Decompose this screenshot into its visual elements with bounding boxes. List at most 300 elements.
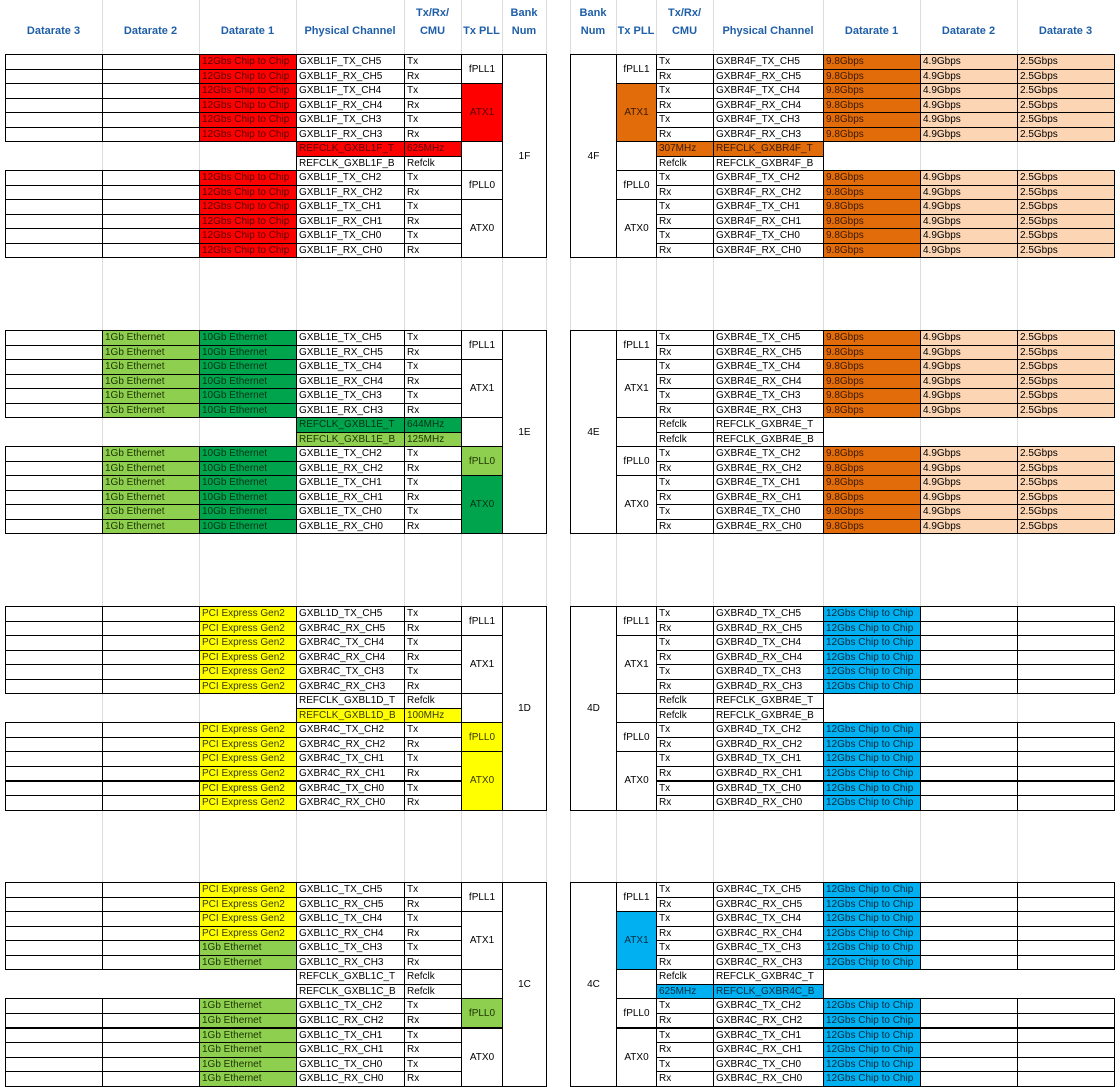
cell-dr3: 2.5Gbps [1017, 330, 1115, 346]
cell-phys: GXBR4D_RX_CH5 [713, 621, 824, 637]
cell-dr2: 4.9Gbps [920, 388, 1018, 404]
cell-phys: GXBR4D_RX_CH0 [713, 795, 824, 811]
column-header-left-pll: Tx PLL [463, 25, 500, 37]
cell-dr2 [102, 214, 200, 230]
cell-phys-refclk: REFCLK_GXBL1F_B [296, 156, 405, 172]
cell-txrx-refclk: 644MHz [404, 417, 462, 433]
tx-pll-fpll0: fPLL0 [461, 170, 503, 200]
cell-dr1: 12Gbs Chip to Chip [199, 98, 297, 114]
cell-txrx: Rx [656, 214, 714, 230]
cell-dr1: 10Gb Ethernet [199, 475, 297, 491]
cell-phys-refclk: REFCLK_GXBR4E_B [713, 432, 824, 448]
cell-dr3: 2.5Gbps [1017, 403, 1115, 419]
cell-phys: GXBL1F_TX_CH2 [296, 170, 405, 186]
cell-phys: GXBR4F_TX_CH1 [713, 199, 824, 215]
cell-dr3 [5, 621, 103, 637]
cell-txrx: Tx [404, 170, 462, 186]
cell-dr1: 12Gbs Chip to Chip [199, 199, 297, 215]
cell-dr1: 12Gbs Chip to Chip [823, 766, 921, 782]
cell-dr1: 12Gbs Chip to Chip [199, 170, 297, 186]
cell-dr2 [102, 751, 200, 767]
cell-dr2 [102, 766, 200, 782]
cell-dr1: 9.8Gbps [823, 490, 921, 506]
cell-dr2 [102, 606, 200, 622]
cell-phys: GXBR4E_TX_CH2 [713, 446, 824, 462]
cell-phys: GXBL1E_RX_CH5 [296, 345, 405, 361]
cell-dr2 [102, 243, 200, 259]
cell-dr1: 10Gb Ethernet [199, 374, 297, 390]
cell-phys: GXBR4D_TX_CH2 [713, 722, 824, 738]
cell-dr3 [5, 1028, 103, 1044]
cell-dr1: 12Gbs Chip to Chip [823, 751, 921, 767]
cell-dr1: 9.8Gbps [823, 228, 921, 244]
cell-phys: GXBR4E_RX_CH1 [713, 490, 824, 506]
cell-dr1: 12Gbs Chip to Chip [199, 228, 297, 244]
cell-phys: GXBR4C_TX_CH1 [296, 751, 405, 767]
cell-dr1: PCI Express Gen2 [199, 781, 297, 797]
cell-txrx: Rx [656, 403, 714, 419]
cell-phys: GXBL1F_RX_CH0 [296, 243, 405, 259]
cell-txrx: Rx [404, 69, 462, 85]
cell-phys-refclk: REFCLK_GXBR4F_T [713, 141, 824, 157]
cell-phys: GXBR4E_RX_CH5 [713, 345, 824, 361]
tx-pll-atx0: ATX0 [461, 1028, 503, 1087]
bank-number: 4D [570, 606, 617, 810]
cell-txrx: Rx [656, 1071, 714, 1087]
cell-dr3 [5, 911, 103, 927]
cell-dr1: 9.8Gbps [823, 345, 921, 361]
cell-dr3: 2.5Gbps [1017, 228, 1115, 244]
cell-txrx-refclk: 625MHz [404, 141, 462, 157]
cell-dr1: PCI Express Gen2 [199, 679, 297, 695]
cell-dr2 [102, 737, 200, 753]
cell-phys-refclk: REFCLK_GXBL1D_T [296, 693, 405, 709]
cell-dr1: 9.8Gbps [823, 199, 921, 215]
cell-dr1: 1Gb Ethernet [199, 955, 297, 971]
cell-dr3 [5, 882, 103, 898]
cell-dr3: 2.5Gbps [1017, 345, 1115, 361]
cell-txrx: Rx [656, 766, 714, 782]
cell-phys: GXBR4E_RX_CH4 [713, 374, 824, 390]
cell-dr2: 4.9Gbps [920, 330, 1018, 346]
cell-dr3 [1017, 795, 1115, 811]
cell-txrx: Tx [656, 722, 714, 738]
cell-dr2 [920, 781, 1018, 797]
cell-dr1: PCI Express Gen2 [199, 897, 297, 913]
cell-dr1: 12Gbs Chip to Chip [823, 737, 921, 753]
cell-phys: GXBL1C_RX_CH5 [296, 897, 405, 913]
cell-phys: GXBR4C_RX_CH2 [713, 1013, 824, 1029]
tx-pll-atx1: ATX1 [461, 911, 503, 970]
cell-dr2 [102, 998, 200, 1014]
cell-txrx: Rx [656, 926, 714, 942]
tx-pll-refclk-empty [461, 969, 503, 999]
cell-phys: GXBR4D_TX_CH1 [713, 751, 824, 767]
cell-dr2: 4.9Gbps [920, 519, 1018, 535]
cell-dr1: PCI Express Gen2 [199, 621, 297, 637]
cell-txrx: Tx [404, 475, 462, 491]
cell-dr1: PCI Express Gen2 [199, 664, 297, 680]
tx-pll-fpll1: fPLL1 [616, 54, 657, 84]
cell-txrx: Rx [656, 490, 714, 506]
cell-dr1: 12Gbs Chip to Chip [823, 650, 921, 666]
cell-dr3: 2.5Gbps [1017, 461, 1115, 477]
cell-phys: GXBR4D_RX_CH1 [713, 766, 824, 782]
tx-pll-atx0: ATX0 [461, 475, 503, 534]
cell-dr3 [5, 998, 103, 1014]
tx-pll-refclk-empty [616, 693, 657, 723]
column-header-right-phys: Physical Channel [722, 25, 814, 37]
cell-dr1: 1Gb Ethernet [199, 998, 297, 1014]
cell-dr2 [102, 635, 200, 651]
cell-phys: GXBL1C_RX_CH4 [296, 926, 405, 942]
cell-dr3 [1017, 679, 1115, 695]
cell-dr2 [102, 228, 200, 244]
cell-phys: GXBL1C_TX_CH4 [296, 911, 405, 927]
cell-dr2 [102, 940, 200, 956]
tx-pll-fpll1: fPLL1 [461, 330, 503, 360]
cell-phys: GXBR4E_TX_CH4 [713, 359, 824, 375]
cell-dr1: PCI Express Gen2 [199, 911, 297, 927]
cell-txrx: Rx [404, 955, 462, 971]
cell-txrx: Rx [404, 214, 462, 230]
cell-dr2 [102, 955, 200, 971]
cell-phys: GXBR4F_RX_CH1 [713, 214, 824, 230]
cell-dr1: 9.8Gbps [823, 69, 921, 85]
cell-dr2: 4.9Gbps [920, 54, 1018, 70]
cell-dr1: 12Gbs Chip to Chip [823, 940, 921, 956]
cell-phys: GXBL1E_TX_CH5 [296, 330, 405, 346]
cell-dr2 [920, 1057, 1018, 1073]
cell-phys: GXBR4C_TX_CH2 [713, 998, 824, 1014]
cell-phys: GXBR4D_RX_CH4 [713, 650, 824, 666]
column-header-left-dr1: Datarate 1 [220, 25, 275, 37]
cell-dr1: PCI Express Gen2 [199, 926, 297, 942]
cell-dr3 [5, 403, 103, 419]
cell-dr3 [1017, 722, 1115, 738]
column-header-left-phys: Physical Channel [304, 25, 396, 37]
cell-dr1: 10Gb Ethernet [199, 330, 297, 346]
cell-phys-refclk: REFCLK_GXBR4C_B [713, 984, 824, 1000]
cell-txrx: Rx [404, 1013, 462, 1029]
cell-txrx: Tx [656, 170, 714, 186]
cell-dr3 [5, 1042, 103, 1058]
cell-dr3 [1017, 621, 1115, 637]
cell-txrx: Tx [404, 882, 462, 898]
cell-txrx-refclk: Refclk [656, 693, 714, 709]
tx-pll-refclk-empty [616, 417, 657, 447]
cell-dr1: PCI Express Gen2 [199, 635, 297, 651]
column-header-right-bank: Bank Num [579, 7, 607, 37]
cell-phys: GXBR4C_TX_CH4 [713, 911, 824, 927]
cell-dr1: 9.8Gbps [823, 127, 921, 143]
cell-dr2 [920, 679, 1018, 695]
cell-dr1: 10Gb Ethernet [199, 446, 297, 462]
cell-phys-refclk: REFCLK_GXBR4E_B [713, 708, 824, 724]
cell-dr3 [5, 940, 103, 956]
cell-dr2: 1Gb Ethernet [102, 446, 200, 462]
cell-phys: GXBL1F_TX_CH3 [296, 112, 405, 128]
cell-txrx: Tx [404, 606, 462, 622]
cell-dr2: 4.9Gbps [920, 345, 1018, 361]
cell-dr3 [1017, 1028, 1115, 1044]
tx-pll-atx1: ATX1 [461, 359, 503, 418]
cell-phys: GXBL1E_RX_CH0 [296, 519, 405, 535]
cell-dr3 [1017, 882, 1115, 898]
cell-dr2: 1Gb Ethernet [102, 475, 200, 491]
cell-dr2 [920, 795, 1018, 811]
cell-dr3 [5, 635, 103, 651]
tx-pll-atx1: ATX1 [616, 911, 657, 970]
cell-dr3 [5, 127, 103, 143]
cell-dr3 [5, 955, 103, 971]
cell-txrx-refclk: 125MHz [404, 432, 462, 448]
cell-txrx-refclk: Refclk [656, 432, 714, 448]
cell-phys: GXBL1F_TX_CH4 [296, 83, 405, 99]
cell-dr3 [5, 751, 103, 767]
cell-txrx: Tx [404, 911, 462, 927]
cell-dr2: 4.9Gbps [920, 98, 1018, 114]
cell-phys-refclk: REFCLK_GXBL1C_T [296, 969, 405, 985]
cell-txrx: Tx [656, 54, 714, 70]
cell-dr3 [1017, 781, 1115, 797]
cell-dr1: PCI Express Gen2 [199, 795, 297, 811]
cell-dr3 [1017, 926, 1115, 942]
cell-txrx: Rx [656, 127, 714, 143]
cell-dr3 [5, 737, 103, 753]
cell-dr1: 10Gb Ethernet [199, 359, 297, 375]
cell-phys: GXBL1C_TX_CH3 [296, 940, 405, 956]
cell-dr2 [102, 1071, 200, 1087]
cell-dr1: 12Gbs Chip to Chip [823, 955, 921, 971]
column-header-left-dr2: Datarate 2 [123, 25, 178, 37]
cell-dr3 [5, 359, 103, 375]
cell-txrx: Rx [404, 1042, 462, 1058]
cell-txrx: Tx [656, 112, 714, 128]
cell-phys: GXBL1F_RX_CH1 [296, 214, 405, 230]
cell-dr1: 1Gb Ethernet [199, 940, 297, 956]
cell-dr1: 9.8Gbps [823, 243, 921, 259]
cell-dr3 [5, 446, 103, 462]
cell-dr2: 1Gb Ethernet [102, 403, 200, 419]
cell-dr3: 2.5Gbps [1017, 127, 1115, 143]
cell-phys: GXBR4C_RX_CH5 [296, 621, 405, 637]
cell-dr2 [102, 98, 200, 114]
cell-dr3 [1017, 606, 1115, 622]
cell-phys-refclk: REFCLK_GXBL1D_B [296, 708, 405, 724]
cell-dr2 [920, 635, 1018, 651]
cell-txrx: Rx [656, 519, 714, 535]
bank-number: 1F [502, 54, 547, 258]
cell-dr1: PCI Express Gen2 [199, 751, 297, 767]
cell-dr3 [1017, 897, 1115, 913]
cell-dr3 [5, 795, 103, 811]
cell-dr3 [5, 345, 103, 361]
cell-dr3 [1017, 955, 1115, 971]
tx-pll-atx0: ATX0 [616, 1028, 657, 1087]
cell-dr2 [102, 795, 200, 811]
cell-txrx: Rx [404, 1071, 462, 1087]
cell-dr3 [1017, 664, 1115, 680]
cell-dr2 [102, 1042, 200, 1058]
cell-phys: GXBL1E_TX_CH1 [296, 475, 405, 491]
cell-phys: GXBR4C_RX_CH2 [296, 737, 405, 753]
cell-phys: GXBL1E_RX_CH3 [296, 403, 405, 419]
cell-txrx: Rx [656, 1013, 714, 1029]
cell-phys: GXBL1F_RX_CH2 [296, 185, 405, 201]
cell-dr1: 9.8Gbps [823, 54, 921, 70]
cell-dr1: 12Gbs Chip to Chip [199, 243, 297, 259]
cell-txrx: Tx [404, 54, 462, 70]
cell-dr2 [102, 882, 200, 898]
cell-dr2: 4.9Gbps [920, 214, 1018, 230]
cell-dr1: 12Gbs Chip to Chip [823, 998, 921, 1014]
tx-pll-refclk-empty [616, 141, 657, 171]
cell-dr2 [920, 664, 1018, 680]
cell-dr3 [1017, 1013, 1115, 1029]
cell-txrx: Tx [656, 83, 714, 99]
cell-txrx: Rx [656, 185, 714, 201]
cell-dr2 [102, 1057, 200, 1073]
cell-txrx: Tx [404, 330, 462, 346]
cell-phys: GXBL1E_RX_CH4 [296, 374, 405, 390]
cell-dr3 [5, 519, 103, 535]
cell-phys: GXBR4F_RX_CH0 [713, 243, 824, 259]
cell-dr3 [5, 330, 103, 346]
cell-dr2 [920, 766, 1018, 782]
cell-txrx-refclk: Refclk [656, 708, 714, 724]
cell-dr3 [5, 170, 103, 186]
cell-dr2 [102, 664, 200, 680]
cell-dr1: 12Gbs Chip to Chip [199, 69, 297, 85]
cell-dr2 [102, 199, 200, 215]
cell-txrx-refclk: Refclk [404, 693, 462, 709]
cell-phys: GXBL1E_TX_CH2 [296, 446, 405, 462]
cell-dr1: 12Gbs Chip to Chip [823, 635, 921, 651]
tx-pll-fpll1: fPLL1 [616, 882, 657, 912]
cell-txrx-refclk: Refclk [656, 156, 714, 172]
cell-dr3 [5, 606, 103, 622]
cell-phys: GXBL1D_TX_CH5 [296, 606, 405, 622]
cell-dr3 [1017, 940, 1115, 956]
cell-dr2 [102, 679, 200, 695]
tx-pll-fpll1: fPLL1 [461, 54, 503, 84]
column-header-right-dr3: Datarate 3 [1038, 25, 1093, 37]
cell-txrx: Rx [404, 795, 462, 811]
cell-phys: GXBL1C_RX_CH3 [296, 955, 405, 971]
tx-pll-atx1: ATX1 [616, 83, 657, 142]
cell-txrx: Rx [404, 127, 462, 143]
cell-dr3 [5, 388, 103, 404]
cell-txrx: Tx [656, 882, 714, 898]
cell-txrx: Rx [404, 766, 462, 782]
cell-phys-refclk: REFCLK_GXBL1E_T [296, 417, 405, 433]
cell-txrx: Tx [404, 228, 462, 244]
cell-phys: GXBR4E_TX_CH0 [713, 504, 824, 520]
cell-txrx: Rx [404, 926, 462, 942]
cell-phys: GXBR4C_RX_CH4 [713, 926, 824, 942]
cell-dr2 [920, 1042, 1018, 1058]
cell-txrx: Rx [656, 795, 714, 811]
cell-txrx: Tx [656, 1028, 714, 1044]
cell-txrx: Tx [656, 330, 714, 346]
cell-phys: GXBR4C_TX_CH3 [713, 940, 824, 956]
cell-dr1: 9.8Gbps [823, 98, 921, 114]
cell-phys: GXBR4C_TX_CH0 [713, 1057, 824, 1073]
cell-dr2 [102, 54, 200, 70]
cell-dr1: 10Gb Ethernet [199, 461, 297, 477]
cell-dr2 [102, 69, 200, 85]
cell-dr1: 9.8Gbps [823, 359, 921, 375]
cell-phys: GXBR4D_RX_CH3 [713, 679, 824, 695]
cell-txrx: Tx [404, 83, 462, 99]
bank-number: 4F [570, 54, 617, 258]
cell-txrx: Tx [404, 751, 462, 767]
cell-dr1: 12Gbs Chip to Chip [823, 1042, 921, 1058]
cell-phys: GXBR4D_TX_CH4 [713, 635, 824, 651]
cell-dr3 [5, 98, 103, 114]
cell-txrx: Tx [656, 606, 714, 622]
cell-txrx: Tx [404, 664, 462, 680]
cell-dr3 [5, 926, 103, 942]
cell-txrx-refclk: 625MHz [656, 984, 714, 1000]
cell-dr3 [5, 1057, 103, 1073]
cell-phys: GXBR4F_TX_CH3 [713, 112, 824, 128]
cell-dr1: 12Gbs Chip to Chip [199, 112, 297, 128]
cell-dr1: 1Gb Ethernet [199, 1013, 297, 1029]
cell-txrx: Rx [404, 519, 462, 535]
column-header-right-dr2: Datarate 2 [941, 25, 996, 37]
cell-dr1: 9.8Gbps [823, 446, 921, 462]
cell-dr1: 12Gbs Chip to Chip [823, 882, 921, 898]
cell-dr1: 9.8Gbps [823, 170, 921, 186]
column-header-right-txrx: Tx/Rx/ CMU [667, 7, 701, 37]
cell-dr2 [102, 621, 200, 637]
cell-dr1: PCI Express Gen2 [199, 650, 297, 666]
cell-phys: GXBR4C_TX_CH2 [296, 722, 405, 738]
cell-dr2: 1Gb Ethernet [102, 374, 200, 390]
cell-dr3 [5, 83, 103, 99]
cell-dr1: 12Gbs Chip to Chip [823, 606, 921, 622]
cell-dr2 [102, 185, 200, 201]
cell-dr1: 12Gbs Chip to Chip [823, 926, 921, 942]
cell-phys: GXBR4C_RX_CH0 [296, 795, 405, 811]
tx-pll-atx0: ATX0 [616, 199, 657, 258]
cell-txrx: Rx [656, 243, 714, 259]
cell-txrx-refclk: Refclk [404, 984, 462, 1000]
cell-dr2 [102, 112, 200, 128]
cell-phys: GXBR4E_TX_CH1 [713, 475, 824, 491]
cell-phys: GXBL1C_TX_CH1 [296, 1028, 405, 1044]
cell-phys: GXBL1E_TX_CH0 [296, 504, 405, 520]
cell-txrx: Tx [404, 446, 462, 462]
cell-dr3 [5, 199, 103, 215]
cell-dr3: 2.5Gbps [1017, 170, 1115, 186]
cell-dr1: 12Gbs Chip to Chip [823, 795, 921, 811]
cell-dr2: 4.9Gbps [920, 403, 1018, 419]
cell-dr2 [102, 1028, 200, 1044]
cell-phys: GXBL1F_TX_CH0 [296, 228, 405, 244]
cell-dr2: 1Gb Ethernet [102, 359, 200, 375]
cell-txrx-refclk: Refclk [656, 969, 714, 985]
cell-dr3: 2.5Gbps [1017, 112, 1115, 128]
cell-dr2 [920, 751, 1018, 767]
cell-dr2: 1Gb Ethernet [102, 345, 200, 361]
cell-phys: GXBR4C_RX_CH3 [296, 679, 405, 695]
cell-txrx: Rx [404, 461, 462, 477]
cell-dr2 [920, 940, 1018, 956]
cell-txrx: Rx [404, 403, 462, 419]
